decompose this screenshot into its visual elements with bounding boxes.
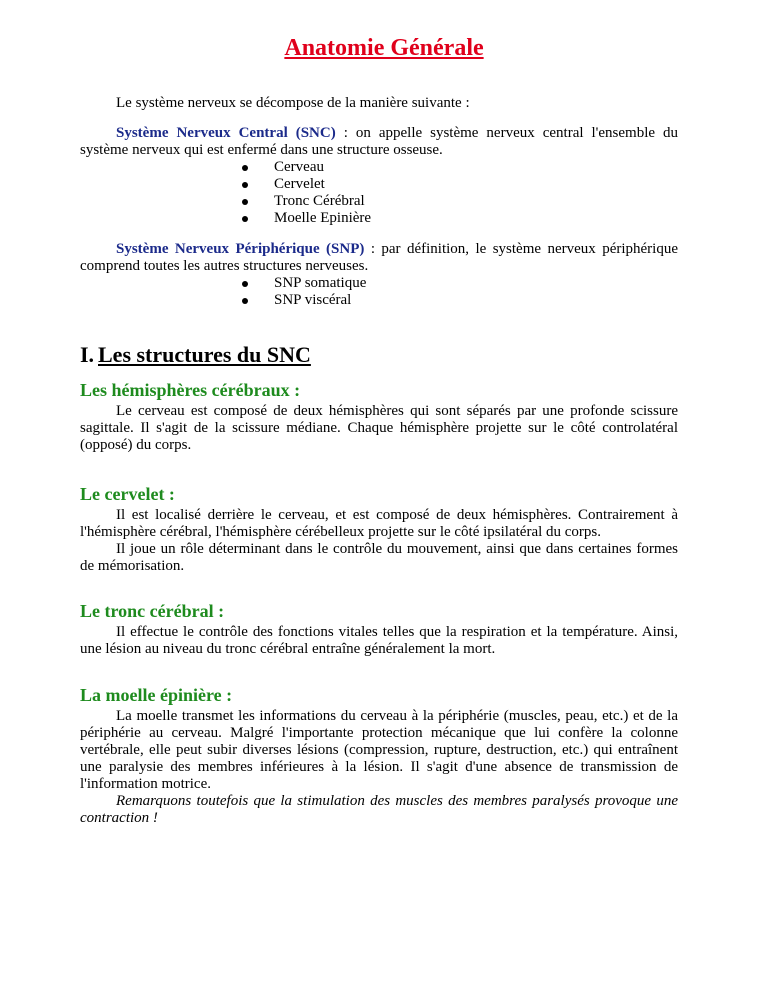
snp-list (240, 275, 366, 309)
list-item: Tronc Cérébral (240, 193, 371, 210)
section-number: I. (80, 342, 95, 367)
moelle-remark: Remarquons toutefois que la stimulation des muscles des membres paralysés provoque une contraction ! (80, 793, 678, 826)
hemispheres-heading: Les hémisphères cérébraux : (80, 380, 301, 400)
snc-definition-text: : on appelle système nerveux central l'ensemble du système nerveux qui est enfermé dans une structure osseuse. (80, 125, 678, 158)
moelle-heading: La moelle épinière : (80, 685, 233, 705)
cervelet-heading: Le cervelet : (80, 484, 175, 504)
cervelet-paragraph-2: Il joue un rôle déterminant dans le contrôle du mouvement, ainsi que dans certaines formes de mémorisation. (80, 541, 678, 574)
section-title: Les structures du SNC (98, 342, 311, 367)
list-item: Cerveau (240, 159, 371, 176)
tronc-heading: Le tronc cérébral : (80, 601, 225, 621)
snc-definition (80, 125, 678, 159)
list-item: SNP viscéral (240, 292, 366, 309)
moelle-paragraph: La moelle transmet les informations du cerveau à la périphérie (muscles, peau, etc.) et de la périphérie au cerveau. Malgré l'importante protection mécanique que lui confère la colonne vertébrale, elle peut subir diverses lésions (compression, rupture, destruction, etc.) qui entraînent une paralysie des membres inférieures à la lésion. Il s'agit d'une absence de transmission de l'information motrice. (80, 708, 678, 792)
list-item: SNP somatique (240, 275, 366, 292)
snc-term: Système Nerveux Central (SNC) (116, 125, 336, 141)
snp-definition (80, 241, 678, 275)
hemispheres-paragraph: Le cerveau est composé de deux hémisphères qui sont séparés par une profonde scissure sagittale. Il s'agit de la scissure médiane. Chaque hémisphère projette sur le côté controlatéral (opposé) du corps. (80, 403, 678, 453)
intro-paragraph: Le système nerveux se décompose de la manière suivante : (116, 95, 470, 111)
section-heading (80, 342, 311, 368)
tronc-paragraph: Il effectue le contrôle des fonctions vitales telles que la respiration et la température. Ainsi, une lésion au niveau du tronc cérébral entraîne généralement la mort. (80, 624, 678, 657)
snp-definition-text: : par définition, le système nerveux périphérique comprend toutes les autres structures nerveuses. (80, 241, 678, 274)
list-item: Moelle Epinière (240, 210, 371, 227)
list-item: Cervelet (240, 176, 371, 193)
cervelet-paragraph-1: Il est localisé derrière le cerveau, et est composé de deux hémisphères. Contrairement à l'hémisphère cérébral, l'hémisphère cérébelleux projette sur le côté ipsilatéral du corps. (80, 507, 678, 540)
snc-list (240, 159, 371, 227)
snp-term: Système Nerveux Périphérique (SNP) (116, 241, 365, 257)
document-title: Anatomie Générale (284, 35, 484, 61)
